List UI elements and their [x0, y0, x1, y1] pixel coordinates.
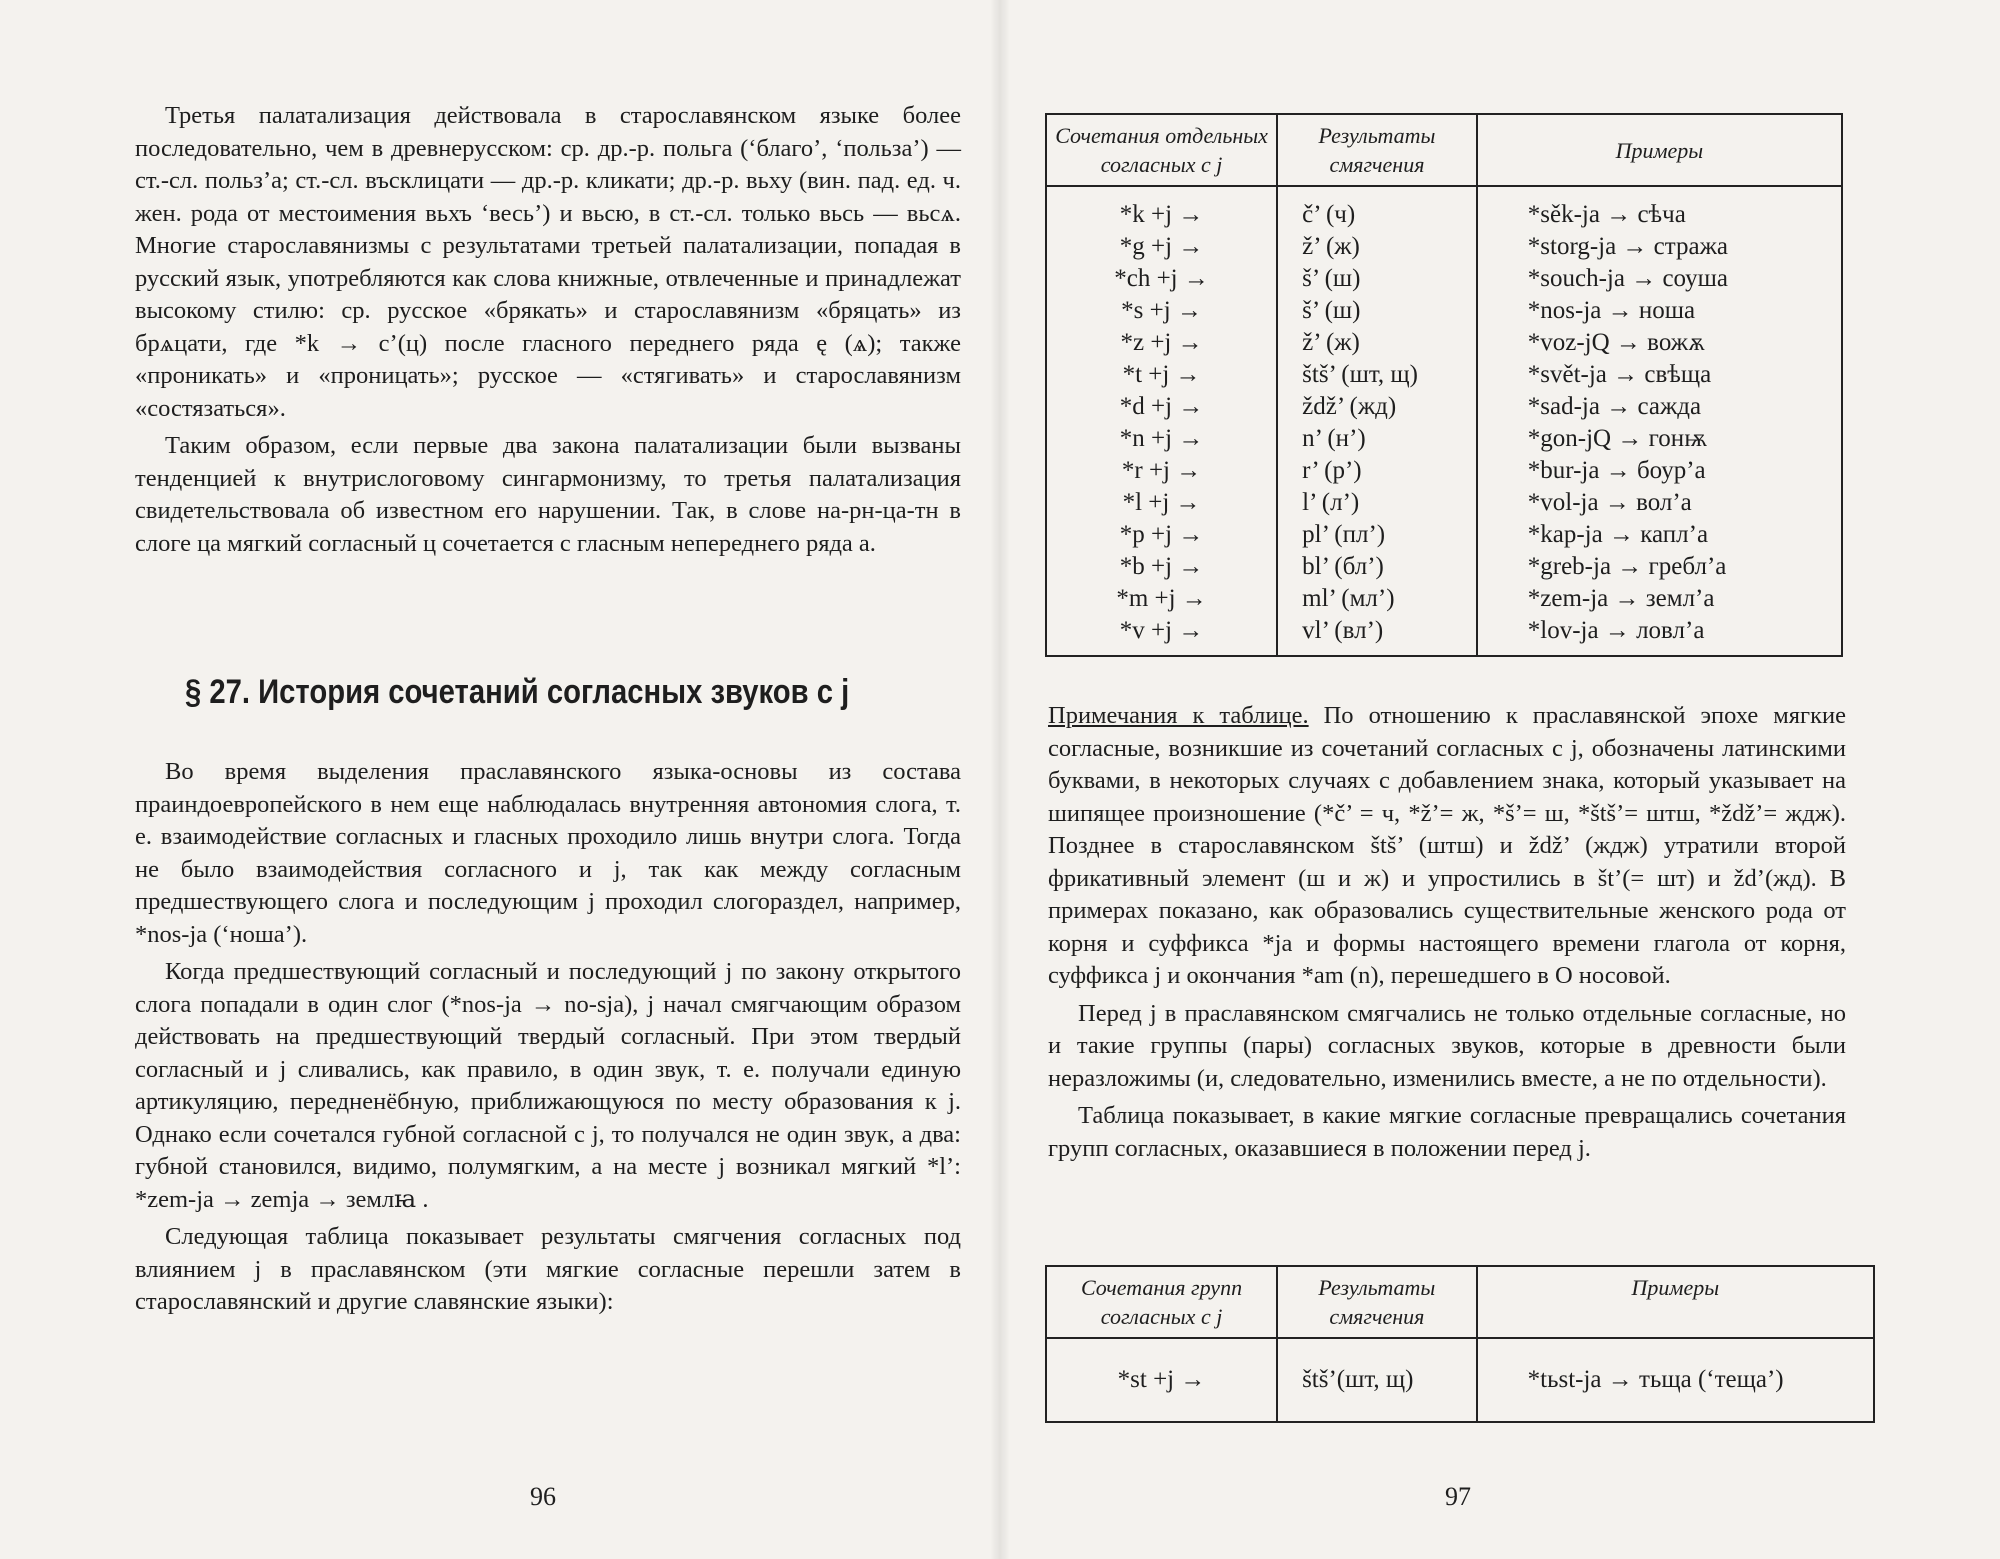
table-cell: š’ (ш) — [1277, 295, 1477, 327]
table-cell: ž’ (ж) — [1277, 327, 1477, 359]
table-cell: *m +j → — [1046, 583, 1277, 615]
table-cell: *lov-ja → ловл’а — [1477, 615, 1842, 656]
table-cell: *sad-ja → сажда — [1477, 391, 1842, 423]
table-row — [1046, 327, 1842, 359]
table-header: Сочетания отдельных согласных с j — [1046, 114, 1277, 186]
paragraph — [1048, 700, 1846, 993]
table-cell: *kap-ja → капл’а — [1477, 519, 1842, 551]
table-cell: *s +j → — [1046, 295, 1277, 327]
paragraph: Таким образом, если первые два закона палатализации были вызваны тенденцией к внутрислоговому сингармонизму, то третья палатализация свидетельствовала об известном его нарушении. Так, в слове на-рн-ца-тн в слоге ца мягкий согласный ц сочетается с гласным непереднего ряда а. — [135, 432, 961, 557]
group-table — [1045, 1265, 1875, 1423]
table-cell: *bur-ja → боур’а — [1477, 455, 1842, 487]
table-row — [1046, 295, 1842, 327]
table-row — [1046, 391, 1842, 423]
left-top-text — [135, 100, 961, 560]
table-cell: *z +j → — [1046, 327, 1277, 359]
right-page — [1000, 0, 2000, 1559]
table-cell: *v +j → — [1046, 615, 1277, 656]
table-cell: *souch-ja → соуша — [1477, 263, 1842, 295]
table-row — [1046, 423, 1842, 455]
table-cell: ždž’ (жд) — [1277, 391, 1477, 423]
paragraph: Перед j в праславянском смягчались не только отдельные согласные, но и такие группы (пары) согласных звуков, которые в древности были неразложимы (и, следовательно, изменились вместе, а не по отдельности). — [1048, 999, 1846, 1092]
table-header: Примеры — [1477, 114, 1842, 186]
table-header: Сочетания групп согласных с j — [1046, 1266, 1277, 1338]
table-cell: *g +j → — [1046, 231, 1277, 263]
table-row — [1046, 551, 1842, 583]
table-row — [1046, 455, 1842, 487]
table-header: Результаты смягчения — [1277, 114, 1477, 186]
table-cell: ml’ (мл’) — [1277, 583, 1477, 615]
table-cell: *sěk-ja → сѣча — [1477, 186, 1842, 231]
table-cell: štš’ (шт, щ) — [1277, 359, 1477, 391]
table-cell: štš’(шт, щ) — [1277, 1338, 1477, 1422]
notes-text: По отношению к праславянской эпохе мягкие согласные, возникшие из сочетаний согласных с j, обозначены латинскими буквами, в некоторых случаях с добавлением знака, который указывает на шипящее произношение (*č’ = ч, *ž’= ж, *š’= ш, *štš’= штш, *ždž’= ждж). Позднее в старославянском štš’ (штш) и ždž’ (ждж) утратили второй фрикативный элемент (ш и ж) и упростились в št’(= шт) и žd’(жд). В примерах показано, как образовались существительные женского рода от корня и суффикса *ja и формы настоящего времени глагола от корня, суффикса j и окончания *am (n), перешедшего в О носовой. — [1048, 702, 1846, 989]
table-cell: *zem-ja → земл’а — [1477, 583, 1842, 615]
table-cell: vl’ (вл’) — [1277, 615, 1477, 656]
paragraph: Следующая таблица показывает результаты смягчения согласных под влиянием j в праславянском (эти мягкие согласные перешли затем в старославянский и другие славянские языки): — [135, 1223, 961, 1315]
table-row — [1046, 519, 1842, 551]
table-cell: *st +j → — [1046, 1338, 1277, 1422]
table-cell: *t +j → — [1046, 359, 1277, 391]
table-cell: *ch +j → — [1046, 263, 1277, 295]
table-cell: *gon-jQ → гонѭ — [1477, 423, 1842, 455]
table-cell: *k +j → — [1046, 186, 1277, 231]
table-cell: *voz-jQ → вожѫ — [1477, 327, 1842, 359]
table-cell: *l +j → — [1046, 487, 1277, 519]
table-cell: *svět-ja → свѣща — [1477, 359, 1842, 391]
paragraph: Третья палатализация действовала в старославянском языке более последовательно, чем в древнерусском: ср. др.-р. польга (‘благо’, ‘польза’) — ст.-сл. польз’а; ст.-сл. въсклицати — др.-р. кликати; др.-р. вьху (вин. пад. ед. ч. жен. рода от местоимения вьхъ ‘весь’) и вьсю, в ст.-сл. только вьсь — вьсѧ. Многие старославянизмы с результатами третьей палатализации, попадая в русский язык, употребляются как слова книжные, отвлеченные и принадлежат высокому стилю: ср. русское «брякать» и старославянизм «бряцать» из брѧцати, где *k → c’(ц) после гласного переднего ряда ę (ѧ); также «проникать» и «проницать»; русское — «стягивать» и старославянизм «состязаться». — [135, 102, 961, 422]
table-cell: *n +j → — [1046, 423, 1277, 455]
table-cell: *storg-ja → стража — [1477, 231, 1842, 263]
table-row — [1046, 263, 1842, 295]
table-cell: *nos-ja → ноша — [1477, 295, 1842, 327]
table-body — [1046, 186, 1842, 656]
table-body — [1046, 1338, 1874, 1422]
page-number: 96 — [530, 1482, 556, 1511]
table-row — [1046, 487, 1842, 519]
table-header: Примеры — [1477, 1266, 1874, 1338]
table-row — [1046, 583, 1842, 615]
table-cell: *vol-ja → вол’а — [1477, 487, 1842, 519]
consonant-table — [1045, 113, 1843, 657]
notes-label: Примечания к таблице. — [1048, 702, 1309, 729]
table-cell: š’ (ш) — [1277, 263, 1477, 295]
section-heading: § 27. История сочетаний согласных звуков с j — [185, 673, 850, 711]
table-cell: n’ (н’) — [1277, 423, 1477, 455]
table-cell: bl’ (бл’) — [1277, 551, 1477, 583]
paragraph: Во время выделения праславянского языка-основы из состава праиндоевропейского в нем еще наблюдалась внутренняя автономия слога, т. е. взаимодействие согласных и гласных проходило лишь внутри слога. Тогда не было взаимодействия согласного и j, так как между согласным предшествующего слога и последующим j проходил слогораздел, например, *nos-ja (‘ноша’). — [135, 758, 961, 948]
table-cell: *d +j → — [1046, 391, 1277, 423]
table-row — [1046, 1338, 1874, 1422]
table-header: Результаты смягчения — [1277, 1266, 1477, 1338]
table-cell: r’ (р’) — [1277, 455, 1477, 487]
table-cell: č’ (ч) — [1277, 186, 1477, 231]
paragraph: Таблица показывает, в какие мягкие согласные превращались сочетания групп согласных, оказавшиеся в положении перед j. — [1048, 1102, 1846, 1162]
table-cell: *b +j → — [1046, 551, 1277, 583]
paragraph: Когда предшествующий согласный и последующий j по закону открытого слога попадали в один слог (*nos-ja → no-sja), j начал смягчающим образом действовать на предшествующий твердый согласный. При этом твердый согласный и j сливались, как правило, в один звук, т. е. получали единую артикуляцию, передненёбную, приближающуюся по месту образования к j. Однако если сочетался губной согласной с j, то получался не один звук, а два: губной становился, видимо, полумягким, а на месте j возникал мягкий *l’: *zem-ja → zemja → землꙗ . — [135, 958, 961, 1213]
table-cell: pl’ (пл’) — [1277, 519, 1477, 551]
left-bottom-text — [135, 756, 961, 1319]
right-text — [1048, 700, 1846, 1165]
page-number: 97 — [1445, 1482, 1471, 1511]
table-cell: ž’ (ж) — [1277, 231, 1477, 263]
table-cell: *r +j → — [1046, 455, 1277, 487]
table-cell: *greb-ja → гребл’а — [1477, 551, 1842, 583]
table-cell: l’ (л’) — [1277, 487, 1477, 519]
table-row — [1046, 186, 1842, 231]
table-cell: *tьst-ja → тьща (‘теща’) — [1477, 1338, 1874, 1422]
table-row — [1046, 231, 1842, 263]
table-cell: *p +j → — [1046, 519, 1277, 551]
table-row — [1046, 615, 1842, 656]
table-row — [1046, 359, 1842, 391]
